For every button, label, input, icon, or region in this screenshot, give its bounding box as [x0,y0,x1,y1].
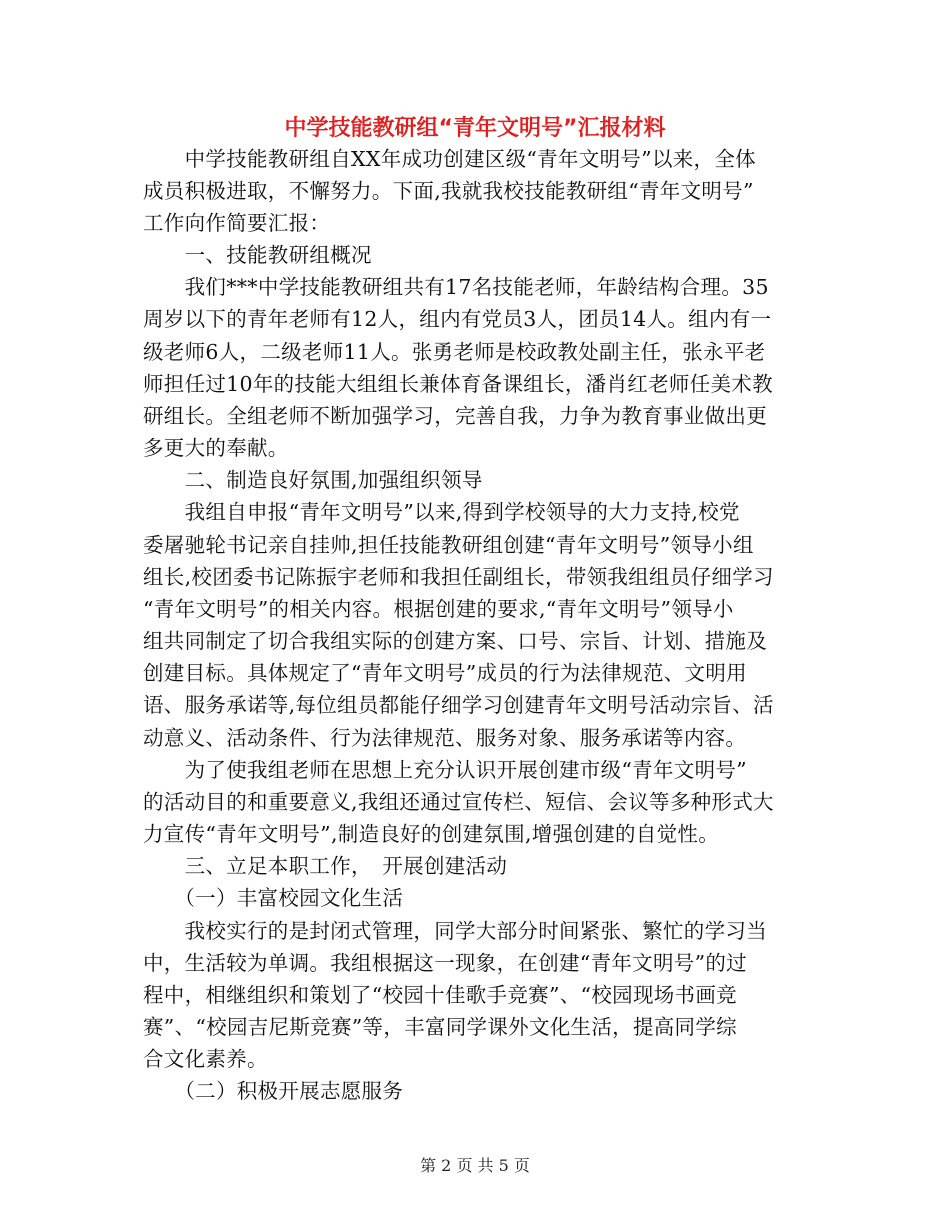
body-line-19: 动意义、活动条件、行为法律规范、服务对象、服务承诺等内容。 [143,726,747,750]
body-line-1: 中学技能教研组自XX年成功创建区级“青年文明号”以来，全体 [143,147,756,171]
body-line-26: 中，生活较为单调。我组根据这一现象，在创建“青年文明号”的过 [143,951,747,975]
body-line-2: 成员积极进取，不懈努力。下面,我就我校技能教研组“青年文明号” [143,179,754,203]
subsection-heading-1: （一）丰富校园文化生活 [143,886,404,910]
body-line-28: 赛”、“校园吉尼斯竞赛”等，丰富同学课外文化生活，提高同学综 [143,1015,737,1039]
body-line-14: 组长,校团委书记陈振宇老师和我担任副组长，带领我组组员仔细学习 [143,565,774,589]
body-line-13: 委屠驰轮书记亲自挂帅,担任技能教研组创建“青年文明号”领导小组 [143,533,754,557]
body-line-29: 合文化素养。 [143,1047,268,1071]
page-number-footer: 第 2 页 共 5 页 [420,1156,530,1175]
section-heading-1: 一、技能教研组概况 [143,243,372,267]
body-line-20: 为了使我组老师在思想上充分认识开展创建市级“青年文明号” [143,758,747,782]
body-line-9: 研组长。全组老师不断加强学习，完善自我，力争为教育事业做出更 [143,404,767,428]
body-line-10: 多更大的奉献。 [143,436,289,460]
body-line-6: 周岁以下的青年老师有12人，组内有党员3人，团员14人。组内有一 [143,307,772,331]
document-title: 中学技能教研组“青年文明号”汇报材料 [284,116,666,141]
body-line-17: 创建目标。具体规定了“青年文明号”成员的行为法律规范、文明用 [143,661,747,685]
subsection-heading-2: （二）积极开展志愿服务 [143,1079,404,1103]
body-line-3: 工作向作简要汇报： [143,211,331,235]
body-line-7: 级老师6人，二级老师11人。张勇老师是校政教处副主任，张永平老 [143,340,766,364]
section-heading-3: 三、立足本职工作， 开展创建活动 [143,854,508,878]
body-line-15: “青年文明号”的相关内容。根据创建的要求,“青年文明号”领导小 [143,597,734,621]
body-line-12: 我组自申报“青年文明号”以来,得到学校领导的大力支持,校党 [143,500,740,524]
body-line-16: 组共同制定了切合我组实际的创建方案、口号、宗旨、计划、措施及 [143,629,767,653]
body-line-25: 我校实行的是封闭式管理，同学大部分时间紧张、繁忙的学习当 [143,919,767,943]
body-line-27: 程中，相继组织和策划了“校园十佳歌手竞赛”、“校园现场书画竞 [143,983,737,1007]
body-line-18: 语、服务承诺等,每位组员都能仔细学习创建青年文明号活动宗旨、活 [143,693,774,717]
section-heading-2: 二、制造良好氛围,加强组织领导 [143,468,483,492]
body-line-21: 的活动目的和重要意义,我组还通过宣传栏、短信、会议等多种形式大 [143,790,774,814]
body-line-5: 我们***中学技能教研组共有17名技能老师，年龄结构合理。35 [143,275,769,299]
body-line-8: 师担任过10年的技能大组组长兼体育备课组长，潘肖红老师任美术教 [143,372,773,396]
body-line-22: 力宣传“青年文明号”,制造良好的创建氛围,增强创建的自觉性。 [143,822,719,846]
